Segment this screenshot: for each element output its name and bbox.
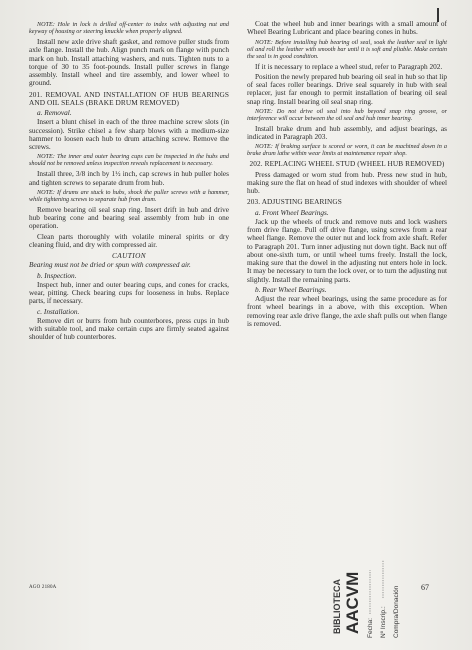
stamp-fecha: Fecha: bbox=[367, 618, 374, 638]
paragraph-cap-screws: Install three, 3/8 inch by 1½ inch, cap screws in hub puller holes and tighten screws to separate drum from hub. bbox=[29, 169, 229, 187]
subheading-front-wheel: a. Front Wheel Bearings. bbox=[255, 207, 329, 217]
paragraph-clean-parts: Clean parts thoroughly with volatile mineral spirits or dry cleaning fluid, and dry with compressed air. bbox=[29, 231, 229, 249]
paragraph-press-stud: Press damaged or worn stud from hub. Press new stud in hub, making sure the flat on head of stud indexes with shoulder of wheel hub. bbox=[247, 169, 447, 195]
paragraph-adjust-rear: Adjust the rear wheel bearings, using the same procedure as for front wheel bearings in a above, with this exception. When removing rear axle drive flange, the axle shaft pulls out when flange is removed. bbox=[247, 294, 447, 328]
heading-202: 202. REPLACING WHEEL STUD (WHEEL HUB REMOVED) bbox=[249, 159, 445, 169]
stamp-inscrip: Nº Inscrip.: bbox=[380, 606, 387, 638]
paragraph-insert-chisel: Insert a blunt chisel in each of the three machine screw slots (in succession). Strike chisel a few sharp blows with a medium-size hammer to loosen each hub to drum attaching screw. Remove the screws. bbox=[29, 117, 229, 151]
library-stamp bbox=[328, 502, 416, 642]
note-drums-stuck: NOTE: If drums are stuck to hubs, shock the puller screws with a hammer, while tightening screws to separate hub from drum. bbox=[29, 188, 229, 203]
paragraph-position-seal: Position the newly prepared hub bearing oil seal in hub so that lip of seal faces roller bearings. Drive seal squarely in hub with seal replacer, just far enough to permit installation of bearing oil seal snap ring. Install bearing oil seal snap ring. bbox=[247, 71, 447, 106]
stamp-aacvm: AACVM bbox=[343, 571, 362, 634]
note-braking-surface: NOTE: If braking surface is scored or worn, it can be machined down in a brake drum lathe within wear limits at maintenance repair shop. bbox=[247, 143, 447, 158]
stamp-compra: Compra/Donación bbox=[393, 585, 400, 638]
footer-ago-code: AGO 2180A bbox=[29, 585, 57, 590]
paragraph-jack-up: Jack up the wheels of truck and remove nuts and lock washers from drive flange. Pull off drive flange, using screws from a rear wheel flange. Remove the outer nut and lock from axle shaft. Refer to Paragraph 201. Turn inner adjusting nut down tight. Back nut off about one-sixth turn, or until wheel turns freely. Install the lock, making sure that the dowel in the adjusting nut enters hole in lock. It may be necessary to turn the lock over, or to turn the adjusting nut slightly. Install the remaining parts. bbox=[247, 216, 447, 284]
right-column bbox=[247, 20, 447, 330]
subheading-installation: c. Installation. bbox=[37, 306, 80, 316]
subheading-rear-wheel: b. Rear Wheel Bearings. bbox=[255, 284, 327, 294]
caution-heading: CAUTION bbox=[111, 251, 147, 260]
paragraph-inspect-hub: Inspect hub, inner and outer bearing cups, and cones for cracks, wear, pitting. Check bearing cups for looseness in hubs. Replace parts, if necessary. bbox=[29, 279, 229, 306]
paragraph-replace-stud: If it is necessary to replace a wheel stud, refer to Paragraph 202. bbox=[255, 61, 443, 71]
paragraph-coat-hub: Coat the wheel hub and inner bearings with a small amount of Wheel Bearing Lubricant and place bearing cones in hubs. bbox=[247, 19, 447, 37]
note-hole-in-lock: NOTE: Hole in lock is drilled off-center to index with adjusting nut and keyway of housing or steering knuckle when properly aligned. bbox=[29, 21, 229, 35]
page-number: 67 bbox=[421, 583, 429, 592]
heading-201: 201. REMOVAL AND INSTALLATION OF HUB BEARINGS AND OIL SEALS (BRAKE DRUM REMOVED) bbox=[29, 89, 229, 107]
note-soak-seal: NOTE: Before installing hub bearing oil seal, soak the leather seal in light oil and roll the leather with smooth bar until it is soft and pliable. Make certain the seal is in good condition. bbox=[247, 38, 447, 60]
paragraph-install-drum: Install brake drum and hub assembly, and adjust bearings, as indicated in Paragraph 203. bbox=[247, 123, 447, 141]
subheading-inspection: b. Inspection. bbox=[37, 270, 77, 280]
paragraph-remove-dirt: Remove dirt or burrs from hub counterbores, press cups in hub with suitable tool, and make certain cups are firmly seated against shoulder of hub counterbores. bbox=[29, 315, 229, 342]
caution-text: Bearing must not be dried or spun with compressed air. bbox=[29, 260, 191, 270]
paragraph-install-gasket: Install new axle drive shaft gasket, and remove puller studs from axle flange. Install the hub. Align punch mark on flange with punch mark on hub. Install attaching washers, and nuts. Tighten nuts to a torque of 30 to 35 foot-pounds. Install puller screws in flange assembly. Install wheel and tire assembly, and lower wheel to ground. bbox=[29, 37, 229, 88]
left-column bbox=[29, 20, 229, 344]
library-stamp-graphic bbox=[328, 502, 416, 642]
paragraph-snap-ring: Remove bearing oil seal snap ring. Insert drift in hub and drive hub bearing cone and bearing seal assembly from hub in one operation. bbox=[29, 204, 229, 231]
subheading-removal: a. Removal. bbox=[37, 108, 72, 117]
note-snap-ring-groove: NOTE: Do not drive oil seal into hub beyond snap ring groove, or interference will occur between the oil seal and hub inner bearing. bbox=[247, 107, 447, 122]
heading-203: 203. ADJUSTING BEARINGS bbox=[247, 197, 342, 207]
stamp-biblioteca: BIBLIOTECA bbox=[332, 579, 342, 634]
note-bearing-cups: NOTE: The inner and outer bearing cups can be inspected in the hubs and should not be removed unless inspection reveals replacement is necessary. bbox=[29, 153, 229, 168]
